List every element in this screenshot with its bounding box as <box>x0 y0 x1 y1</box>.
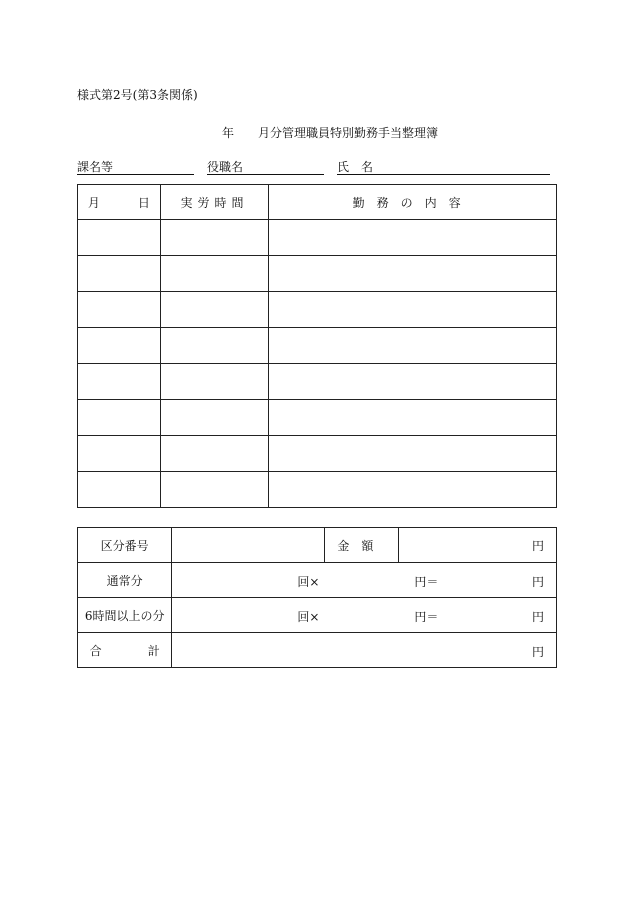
header-content: 勤務の内容 <box>269 185 557 220</box>
hours-cell[interactable] <box>160 436 269 472</box>
table-row <box>78 292 557 328</box>
six-hour-label: 6時間以上の分 <box>78 598 172 633</box>
hours-cell[interactable] <box>160 328 269 364</box>
total-label-a: 合 <box>89 643 102 658</box>
content-cell[interactable] <box>269 292 557 328</box>
work-log-header-row <box>78 185 557 220</box>
six-hour-row <box>78 598 557 633</box>
content-cell[interactable] <box>269 220 557 256</box>
six-hour-eq: 円＝ <box>414 610 439 624</box>
table-row <box>78 256 557 292</box>
header-day: 日 <box>137 195 150 210</box>
date-cell[interactable] <box>78 436 161 472</box>
total-label <box>78 633 172 668</box>
normal-label: 通常分 <box>78 563 172 598</box>
name-label-part2: 名 <box>361 160 374 174</box>
header-date <box>78 185 161 220</box>
allowance-calc-table <box>77 527 557 668</box>
date-cell[interactable] <box>78 292 161 328</box>
table-row <box>78 400 557 436</box>
amount-yen: 円 <box>531 538 544 553</box>
hours-cell[interactable] <box>160 364 269 400</box>
date-cell[interactable] <box>78 220 161 256</box>
normal-times: 回× <box>297 575 320 589</box>
total-cell[interactable] <box>172 633 557 668</box>
hours-cell[interactable] <box>160 400 269 436</box>
header-month: 月 <box>87 195 100 210</box>
table-row <box>78 472 557 508</box>
document-title <box>222 124 438 141</box>
hours-cell[interactable] <box>160 256 269 292</box>
category-row <box>78 528 557 563</box>
position-field[interactable] <box>207 160 324 175</box>
content-cell[interactable] <box>269 364 557 400</box>
amount-label: 金額 <box>325 528 398 563</box>
table-row <box>78 364 557 400</box>
date-cell[interactable] <box>78 256 161 292</box>
header-hours: 実労時間 <box>160 185 269 220</box>
total-yen: 円 <box>531 645 544 659</box>
section-field[interactable] <box>77 160 194 175</box>
content-cell[interactable] <box>269 328 557 364</box>
hours-cell[interactable] <box>160 292 269 328</box>
hours-cell[interactable] <box>160 220 269 256</box>
category-number-cell[interactable] <box>172 528 325 563</box>
name-field[interactable] <box>337 160 550 175</box>
title-text: 月分管理職員特別勤務手当整理簿 <box>258 126 439 140</box>
content-cell[interactable] <box>269 472 557 508</box>
amount-cell[interactable] <box>398 528 556 563</box>
six-hour-calc-cell[interactable] <box>172 598 557 633</box>
header-fields <box>77 160 551 176</box>
total-label-b: 計 <box>147 643 160 658</box>
table-row <box>78 436 557 472</box>
normal-yen: 円 <box>531 575 544 589</box>
six-hour-yen: 円 <box>531 610 544 624</box>
hours-cell[interactable] <box>160 472 269 508</box>
position-label: 役職名 <box>207 160 244 174</box>
date-cell[interactable] <box>78 328 161 364</box>
date-cell[interactable] <box>78 400 161 436</box>
table-row <box>78 328 557 364</box>
normal-row <box>78 563 557 598</box>
table-row <box>78 220 557 256</box>
title-year-label: 年 <box>222 126 235 140</box>
content-cell[interactable] <box>269 436 557 472</box>
form-number-label: 様式第2号(第3条関係) <box>77 88 198 102</box>
date-cell[interactable] <box>78 364 161 400</box>
section-label: 課名等 <box>77 160 114 174</box>
content-cell[interactable] <box>269 256 557 292</box>
total-row <box>78 633 557 668</box>
name-label-part1: 氏 <box>337 160 362 174</box>
work-log-table <box>77 184 557 508</box>
category-number-label: 区分番号 <box>78 528 172 563</box>
six-hour-times: 回× <box>297 610 320 624</box>
date-cell[interactable] <box>78 472 161 508</box>
content-cell[interactable] <box>269 400 557 436</box>
normal-calc-cell[interactable] <box>172 563 557 598</box>
normal-eq: 円＝ <box>414 575 439 589</box>
